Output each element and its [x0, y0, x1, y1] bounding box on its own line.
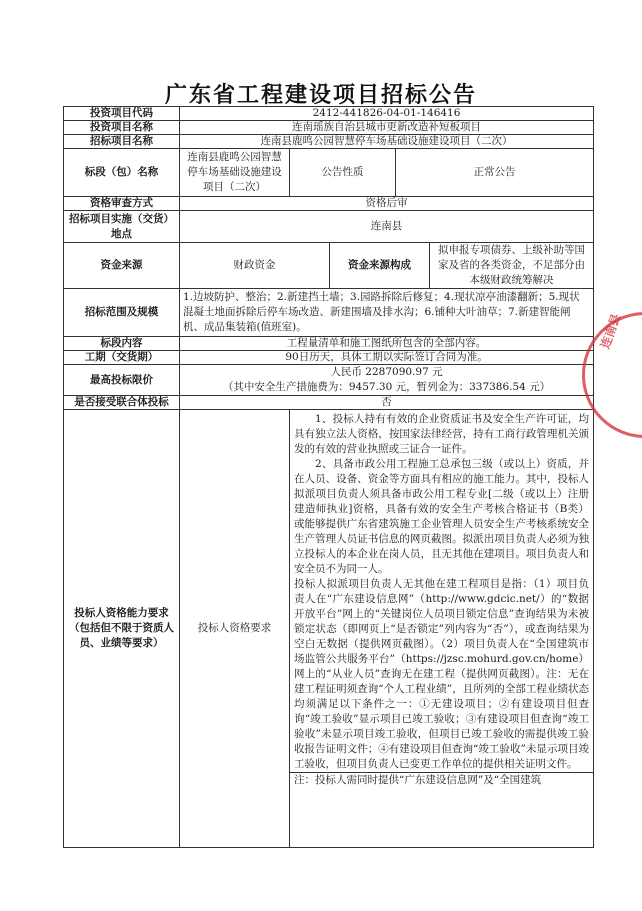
row-section [64, 149, 594, 197]
label-content: 标段内容 [64, 337, 180, 351]
label-project-name: 投资项目名称 [64, 121, 180, 135]
row-scope [64, 289, 594, 337]
label-funding: 资金来源 [64, 243, 180, 289]
max-price-line1: 人民币 2287090.97 元 [330, 366, 443, 378]
page-title: 广东省工程建设项目招标公告 [164, 82, 477, 108]
label-max-price: 最高投标限价 [64, 365, 180, 396]
row-content [64, 337, 594, 351]
row-bid-project [64, 135, 594, 149]
value-section: 连南县鹿鸣公园智慧停车场基础设施建设项目（二次） [180, 149, 290, 197]
value-content: 工程量清单和施工图纸所包含的全部内容。 [180, 337, 594, 351]
requirement-paragraph-4: 注：投标人需同时提供“广东建设信息网”及“全国建筑 [290, 772, 593, 788]
value-bid-project: 连南县鹿鸣公园智慧停车场基础设施建设项目（二次） [180, 135, 594, 149]
value-location: 连南县 [180, 211, 594, 243]
row-project-code [64, 107, 594, 121]
value-max-price [180, 365, 594, 396]
tender-table [63, 106, 594, 848]
requirement-paragraph-1: 1、投标人持有有效的企业资质证书及安全生产许可证，均具有独立法人资格，按国家法律经营，持有工商行政管理机关颁发的有效的营业执照或三证合一证件。 [294, 413, 590, 455]
seal-text: 连南县 [597, 311, 624, 351]
row-consortium [64, 396, 594, 410]
label-section: 标段（包）名称 [64, 149, 180, 197]
label-nature: 公告性质 [290, 149, 396, 197]
label-bid-project: 招标项目名称 [64, 135, 180, 149]
value-period: 90日历天，具体工期以实际签订合同为准。 [180, 351, 594, 365]
row-location [64, 211, 594, 243]
label-consortium: 是否接受联合体投标 [64, 396, 180, 410]
row-funding [64, 243, 594, 289]
row-period [64, 351, 594, 365]
value-nature: 正常公告 [396, 149, 594, 197]
value-project-name: 连南瑶族自治县城市更新改造补短板项目 [180, 121, 594, 135]
label-project-code: 投资项目代码 [64, 107, 180, 121]
label-period: 工期（交货期） [64, 351, 180, 365]
requirements-text [290, 410, 594, 848]
requirement-paragraph-3: 投标人拟派项目负责人无其他在建工程项目是指：（1）项目负责人在“广东建设信息网”（http://www.gdcic.net/）的“数据开放平台”网上的“关键岗位人员项目锁定信息”查询结果为未被锁定状态（即网页上“是否锁定”列内容为“否”），或查询结果为空白无数据（提供网页截图）。（2）项目负责人在“全国建筑市场监管公共服务平台”（https://jzsc.mohurd.gov.cn/home）网上的“从业人员”查询无在建工程（提供网页截图）。注：无在建工程证明须查询“个人工程业绩”，且所列的全部工程业绩状态均须满足以下条件之一：①无建设项目；②有建设项目但查询“竣工验收”显示项目已竣工验收；③有建设项目但查询“竣工验收”未显示项目竣工验收，但项目已竣工验收的需提供竣工验收报告证明文件；④有建设项目但查询“竣工验收”未显示项目竣工验收，但项目负责人已变更工作单位的提供相关证明文件。 [294, 578, 590, 770]
value-funding-structure: 拟申报专项债券、上级补助等国家及省的各类资金，不足部分由本级财政统筹解决 [430, 243, 594, 289]
requirement-paragraph-2: 2、具备市政公用工程施工总承包三级（或以上）资质，并在人员、设备、资金等方面具有相应的施工能力。其中，投标人拟派项目负责人须具备市政公用工程专业[二级（或以上）注册建造师执业]资格，具备有效的安全生产考核合格证书（B类）或能够提供广东省建筑施工企业管理人员安全生产考核系统安全生产管理人员证书信息的网页截图。拟派出项目负责人必须为独立投标人的本企业在岗人员，且无其他在建项目。项目负责人和安全员不为同一人。 [294, 458, 590, 575]
value-project-code: 2412-441826-04-01-146416 [180, 107, 594, 121]
value-consortium: 否 [180, 396, 594, 410]
value-scope: 1.边坡防护、整治；2.新建挡土墙；3.园路拆除后修复；4.现状凉亭油漆翻新；5.现状混凝土地面拆除后停车场改造、新建围墙及排水沟；6.铺种大叶油草；7.新建智能闸机、成品集装箱(值班室)。 [180, 289, 594, 337]
label-scope: 招标范围及规模 [64, 289, 180, 337]
label-requirements: 投标人资格能力要求（包括但不限于资质人员、业绩等要求） [64, 410, 180, 848]
label-funding-structure: 资金来源构成 [330, 243, 430, 289]
value-funding: 财政资金 [180, 243, 330, 289]
row-qualification [64, 197, 594, 211]
value-qualification: 资格后审 [180, 197, 594, 211]
row-project-name [64, 121, 594, 135]
label-qualification: 资格审查方式 [64, 197, 180, 211]
label-bidder-qualification: 投标人资格要求 [180, 410, 290, 848]
label-location: 招标项目实施（交货）地点 [64, 211, 180, 243]
row-requirements [64, 410, 594, 848]
max-price-line2: （其中安全生产措施费为：9457.30 元，暂列金为：337386.54 元） [222, 381, 551, 393]
row-max-price [64, 365, 594, 396]
